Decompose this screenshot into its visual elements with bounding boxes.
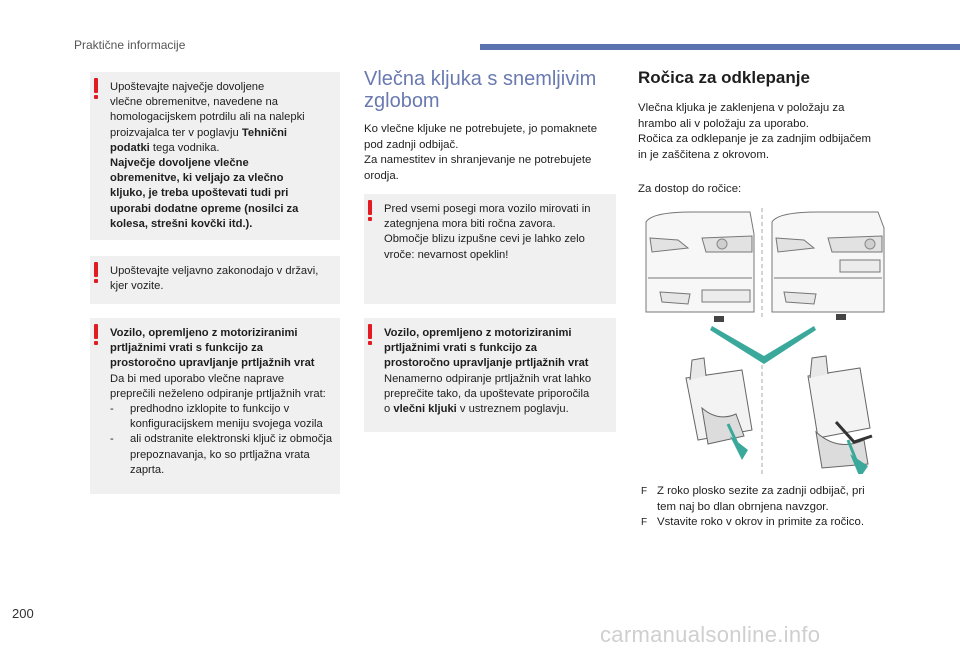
section-heading-detachable-towbar xyxy=(364,68,624,112)
dash-marker: - xyxy=(110,433,114,446)
text-line: Območje blizu izpušne cevi je lahko zelo xyxy=(384,233,585,246)
section-heading-release-lever: Ročica za odklepanje xyxy=(638,68,810,87)
access-text: Za dostop do ročice: xyxy=(638,183,742,195)
text-line: Vlečna kljuka je zaklenjena v položaju za xyxy=(638,102,845,114)
warning-icon xyxy=(92,78,101,99)
text-line: in je zaščitena z okrovom. xyxy=(638,148,770,161)
warning-icon xyxy=(366,324,375,345)
text-line: vlečne obremenitve, navedene na xyxy=(110,96,278,109)
instruction-list xyxy=(641,484,891,531)
text-line-bold: Največje dovoljene vlečne xyxy=(110,157,249,170)
text-span: o xyxy=(384,403,394,416)
section-title: Praktične informacije xyxy=(74,38,186,52)
text-line: preprečili neželeno odpiranje prtljažnih vrat: xyxy=(110,387,326,400)
warning-box-towing-limits xyxy=(90,72,340,240)
text-line: Ročica za odklepanje je za zadnjim odbijačem xyxy=(638,133,872,146)
list-item xyxy=(110,402,334,432)
warning-box-hands-free-tailgate xyxy=(90,318,340,494)
text-line: Ko vlečne kljuke ne potrebujete, jo pomaknete xyxy=(364,123,598,135)
dash-list xyxy=(110,402,334,478)
text-line-bold: prostoročno upravljanje prtljažnih vrat xyxy=(110,357,315,370)
dash-marker: - xyxy=(110,403,114,416)
text-line: Z roko plosko sezite za zadnji odbijač, pri xyxy=(657,485,865,497)
text-line: zategnjena mora biti ročna zavora. xyxy=(384,218,556,231)
text-line-bold: uporabi dodatne opreme (nosilci za xyxy=(110,202,299,215)
instruction-item xyxy=(641,515,891,531)
heading-line: Vlečna kljuka s snemljivim xyxy=(364,68,597,90)
chapter-ref: podatki xyxy=(110,141,150,154)
chapter-ref: Tehnični xyxy=(241,126,288,139)
text-line: orodja. xyxy=(364,169,399,182)
text-span: tega vodnika. xyxy=(149,141,220,154)
watermark: carmanualsonline.info xyxy=(600,622,821,647)
page-number: 200 xyxy=(12,606,34,621)
text-line: vroče: nevarnost opeklin! xyxy=(384,248,509,261)
text-line: kjer vozite. xyxy=(110,280,164,293)
text-line-bold: prtljažnimi vrati s funkcijo za xyxy=(384,342,537,355)
warning-icon xyxy=(366,200,375,221)
text-line: Da bi med uporabo vlečne naprave xyxy=(110,372,285,385)
text-line: konfiguracijskem meniju svojega vozila xyxy=(130,418,323,431)
text-line: predhodno izklopite to funkcijo v xyxy=(130,403,290,416)
text-line-bold: kljuko, je treba upoštevati tudi pri xyxy=(110,187,289,200)
list-item xyxy=(110,432,334,478)
text-line: zaprta. xyxy=(130,463,165,476)
text-span: v ustreznem poglavju. xyxy=(456,403,569,416)
warning-icon xyxy=(92,324,101,345)
text-line-bold: prtljažnimi vrati s funkcijo za xyxy=(110,342,263,355)
text-line: Upoštevajte veljavno zakonodajo v državi, xyxy=(110,265,319,277)
warning-box-hands-free-tailgate-2 xyxy=(364,318,616,432)
text-line xyxy=(110,126,334,141)
text-line: Pred vsemi posegi mora vozilo mirovati in xyxy=(384,203,591,215)
text-line: Za namestitev in shranjevanje ne potrebujete xyxy=(364,154,592,167)
text-line-bold: Vozilo, opremljeno z motoriziranimi xyxy=(110,327,298,339)
text-line: homologacijskem potrdilu ali na nalepki xyxy=(110,111,305,124)
heading-line: zglobom xyxy=(364,90,440,112)
text-line-bold: Vozilo, opremljeno z motoriziranimi xyxy=(384,327,572,339)
text-line-bold: obremenitve, ki veljajo za vlečno xyxy=(110,172,284,185)
warning-box-legislation xyxy=(90,256,340,304)
intro-paragraph xyxy=(364,122,624,184)
text-line-bold: prostoročno upravljanje prtljažnih vrat xyxy=(384,357,589,370)
text-line: Vstavite roko v okrov in primite za ročico. xyxy=(657,516,865,529)
text-line xyxy=(110,141,334,156)
chapter-ref: vlečni kljuki xyxy=(393,403,457,416)
text-line-bold: kolesa, strešni kovčki itd.). xyxy=(110,217,253,230)
step-arrow-icon: F xyxy=(641,486,648,497)
text-line: hrambo ali v položaju za uporabo. xyxy=(638,117,809,130)
text-span: proizvajalca ter v poglavju xyxy=(110,126,242,139)
step-arrow-icon: F xyxy=(641,517,648,529)
text-line xyxy=(384,402,610,417)
warning-icon xyxy=(92,262,101,283)
car-rear-tow-hitch-illustration xyxy=(632,208,892,474)
text-line: preprečite tako, da upoštevate priporočila xyxy=(384,387,590,400)
text-line: pod zadnji odbijač. xyxy=(364,138,459,151)
header-bar xyxy=(480,44,960,50)
text-line: Upoštevajte največje dovoljene xyxy=(110,81,265,93)
warning-box-hot-exhaust xyxy=(364,194,616,304)
text-line: tem naj bo dlan obrnjena navzgor. xyxy=(657,500,829,513)
text-line: ali odstranite elektronski ključ iz območja xyxy=(130,433,333,446)
text-line: Nenamerno odpiranje prtljažnih vrat lahko xyxy=(384,372,592,385)
release-lever-paragraph xyxy=(638,101,898,163)
instruction-item xyxy=(641,484,891,515)
text-line: prepoznavanja, ko so prtljažna vrata xyxy=(130,448,310,461)
